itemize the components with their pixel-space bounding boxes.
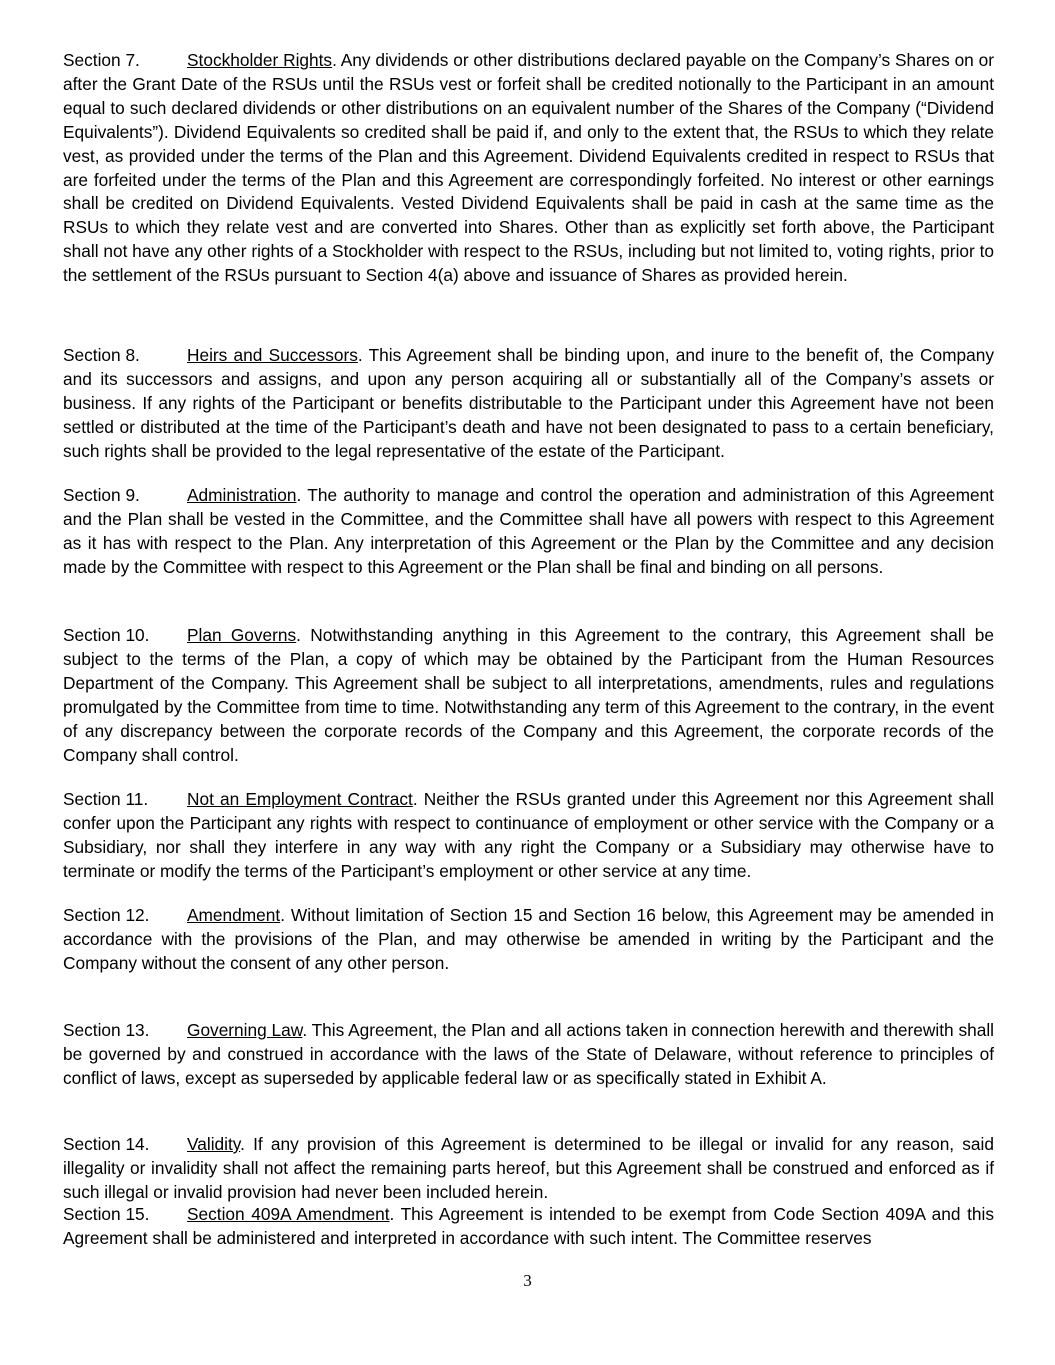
section-title: Heirs and Successors <box>187 345 358 365</box>
section-title: Plan Governs <box>187 625 297 645</box>
section-12 <box>63 904 994 976</box>
section-number: Section 13. <box>63 1020 150 1040</box>
section-title: Governing Law <box>187 1020 303 1040</box>
section-7 <box>63 49 994 288</box>
section-number: Section 12. <box>63 905 150 925</box>
section-10 <box>63 624 994 767</box>
section-number: Section 9. <box>63 485 140 505</box>
section-text: . Notwithstanding anything in this Agreement to the contrary, this Agreement shall be subject to the terms of the Plan, a copy of which may be obtained by the Participant from the Human Resources Department of the Company. This Agreement shall be subject to all interpretations, amendments, rules and regulations promulgated by the Committee from time to time. Notwithstanding any term of this Agreement to the contrary, in the event of any discrepancy between the corporate records of the Company and this Agreement, the corporate records of the Company shall control. <box>63 625 995 765</box>
section-number: Section 10. <box>63 625 150 645</box>
section-text: . Neither the RSUs granted under this Agreement nor this Agreement shall confer upon the Participant any rights with respect to continuance of employment or other service with the Company or a Subsidiary, nor shall they interfere in any way with any right the Company or a Subsidiary may otherwise have to terminate or modify the terms of the Participant’s employment or other service at any time. <box>63 789 994 881</box>
section-number: Section 14. <box>63 1134 150 1154</box>
section-number: Section 8. <box>63 345 140 365</box>
section-15 <box>63 1203 994 1251</box>
section-number: Section 11. <box>63 789 149 809</box>
section-title: Administration <box>187 485 297 505</box>
section-title: Section 409A Amendment <box>187 1204 390 1224</box>
section-title: Amendment <box>187 905 281 925</box>
section-number: Section 15. <box>63 1204 150 1224</box>
page-number: 3 <box>523 1271 532 1290</box>
section-text: . This Agreement is intended to be exempt from Code Section 409A and this Agreement shall be administered and interpreted in accordance with such intent. The Committee reserves <box>63 1204 995 1248</box>
section-text: . Any dividends or other distributions declared payable on the Company’s Shares on or after the Grant Date of the RSUs until the RSUs vest or forfeit shall be credited notionally to the Participant in an amount equal to such declared dividends or other distributions on an equivalent number of the Shares of the Company (“Dividend Equivalents”). Dividend Equivalents so credited shall be paid if, and only to the extent that, the RSUs to which they relate vest, as provided under the terms of the Plan and this Agreement. Dividend Equivalents credited in respect to RSUs that are forfeited under the terms of the Plan and this Agreement are correspondingly forfeited. No interest or other earnings shall be credited on Dividend Equivalents. Vested Dividend Equivalents shall be paid in cash at the same time as the RSUs to which they relate vest and are converted into Shares. Other than as explicitly set forth above, the Participant shall not have any other rights of a Stockholder with respect to the RSUs, including but not limited to, voting rights, prior to the settlement of the RSUs pursuant to Section 4(a) above and issuance of Shares as provided herein. <box>63 50 994 286</box>
section-13 <box>63 1019 994 1091</box>
section-title: Not an Employment Contract <box>187 789 413 809</box>
section-11 <box>63 788 994 884</box>
section-8 <box>63 344 994 464</box>
section-text: . The authority to manage and control the operation and administration of this Agreement and the Plan shall be vested in the Committee, and the Committee shall have all powers with respect to this Agreement as it has with respect to the Plan. Any interpretation of this Agreement or the Plan by the Committee and any decision made by the Committee with respect to this Agreement or the Plan shall be final and binding on all persons. <box>63 485 994 577</box>
section-text: . This Agreement, the Plan and all actions taken in connection herewith and therewith shall be governed by and construed in accordance with the laws of the State of Delaware, without reference to principles of conflict of laws, except as superseded by applicable federal law or as specifically stated in Exhibit A. <box>63 1020 994 1088</box>
section-title: Stockholder Rights <box>187 50 333 70</box>
section-text: . If any provision of this Agreement is determined to be illegal or invalid for any reason, said illegality or invalidity shall not affect the remaining parts hereof, but this Agreement shall be construed and enforced as if such illegal or invalid provision had never been included herein. <box>63 1134 994 1202</box>
section-title: Validity <box>187 1134 241 1154</box>
section-9 <box>63 484 994 580</box>
section-text: . Without limitation of Section 15 and Section 16 below, this Agreement may be amended in accordance with the provisions of the Plan, and may otherwise be amended in writing by the Participant and the Company without the consent of any other person. <box>63 905 994 973</box>
section-number: Section 7. <box>63 50 140 70</box>
section-text: . This Agreement shall be binding upon, and inure to the benefit of, the Company and its successors and assigns, and upon any person acquiring all or substantially all of the Company’s assets or business. If any rights of the Participant or benefits distributable to the Participant under this Agreement have not been settled or distributed at the time of the Participant’s death and have not been designated to pass to a certain beneficiary, such rights shall be provided to the legal representative of the estate of the Participant. <box>63 345 994 461</box>
section-14 <box>63 1133 994 1205</box>
